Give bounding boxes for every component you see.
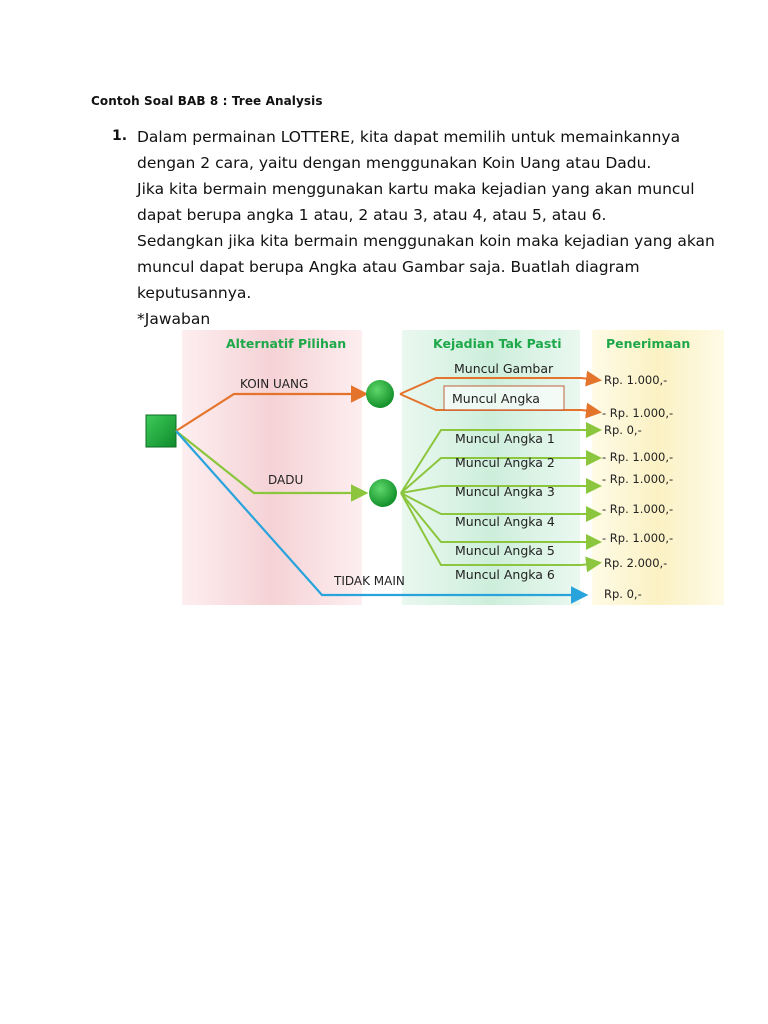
- dadu-outcome-label: Muncul Angka 1: [455, 431, 555, 446]
- payoff-title: Penerimaan: [606, 336, 691, 351]
- payoff-value: - Rp. 1.000,-: [602, 531, 674, 545]
- alternatives-title: Alternatif Pilihan: [226, 336, 347, 351]
- decision-tree-svg: [136, 330, 726, 605]
- question-line: dapat berupa angka 1 atau, 2 atau 3, atau 4, atau 5, atau 6.: [137, 206, 607, 224]
- koin-chance-node: [366, 380, 394, 408]
- dadu-outcome-label: Muncul Angka 3: [455, 484, 555, 499]
- payoff-value: Rp. 0,-: [604, 587, 642, 601]
- dadu-chance-node: [369, 479, 397, 507]
- question-line: Dalam permainan LOTTERE, kita dapat memilih untuk memainkannya: [137, 128, 681, 146]
- payoff-value: - Rp. 1.000,-: [602, 472, 674, 486]
- payoff-value: Rp. 1.000,-: [604, 373, 668, 387]
- payoff-value: - Rp. 1.000,-: [602, 406, 674, 420]
- question-line: Jika kita bermain menggunakan kartu maka kejadian yang akan muncul: [137, 180, 695, 198]
- uncertain-title: Kejadian Tak Pasti: [433, 336, 562, 351]
- question-text: [137, 124, 715, 332]
- tidak-label: TIDAK MAIN: [334, 574, 405, 588]
- page-heading: Contoh Soal BAB 8 : Tree Analysis: [91, 94, 323, 108]
- dadu-outcome-label: Muncul Angka 5: [455, 543, 555, 558]
- payoff-value: Rp. 2.000,-: [604, 556, 668, 570]
- koin-outcome-label: Muncul Gambar: [454, 361, 554, 376]
- question-line: Sedangkan jika kita bermain menggunakan koin maka kejadian yang akan: [137, 232, 715, 250]
- answer-label: *Jawaban: [137, 310, 211, 328]
- question-line: keputusannya.: [137, 284, 252, 302]
- decision-node-square: [146, 415, 176, 447]
- question-number: 1.: [112, 128, 128, 144]
- payoff-value: Rp. 0,-: [604, 423, 642, 437]
- dadu-label: DADU: [268, 473, 304, 487]
- dadu-outcome-label: Muncul Angka 2: [455, 455, 555, 470]
- koin-outcome-label: Muncul Angka: [452, 391, 540, 406]
- payoff-value: - Rp. 1.000,-: [602, 450, 674, 464]
- dadu-outcome-label: Muncul Angka 6: [455, 567, 555, 582]
- question-line: dengan 2 cara, yaitu dengan menggunakan Koin Uang atau Dadu.: [137, 154, 652, 172]
- decision-tree-figure: [136, 330, 726, 605]
- koin-label: KOIN UANG: [240, 377, 309, 391]
- dadu-outcome-label: Muncul Angka 4: [455, 514, 555, 529]
- question-line: muncul dapat berupa Angka atau Gambar saja. Buatlah diagram: [137, 258, 640, 276]
- payoff-value: - Rp. 1.000,-: [602, 502, 674, 516]
